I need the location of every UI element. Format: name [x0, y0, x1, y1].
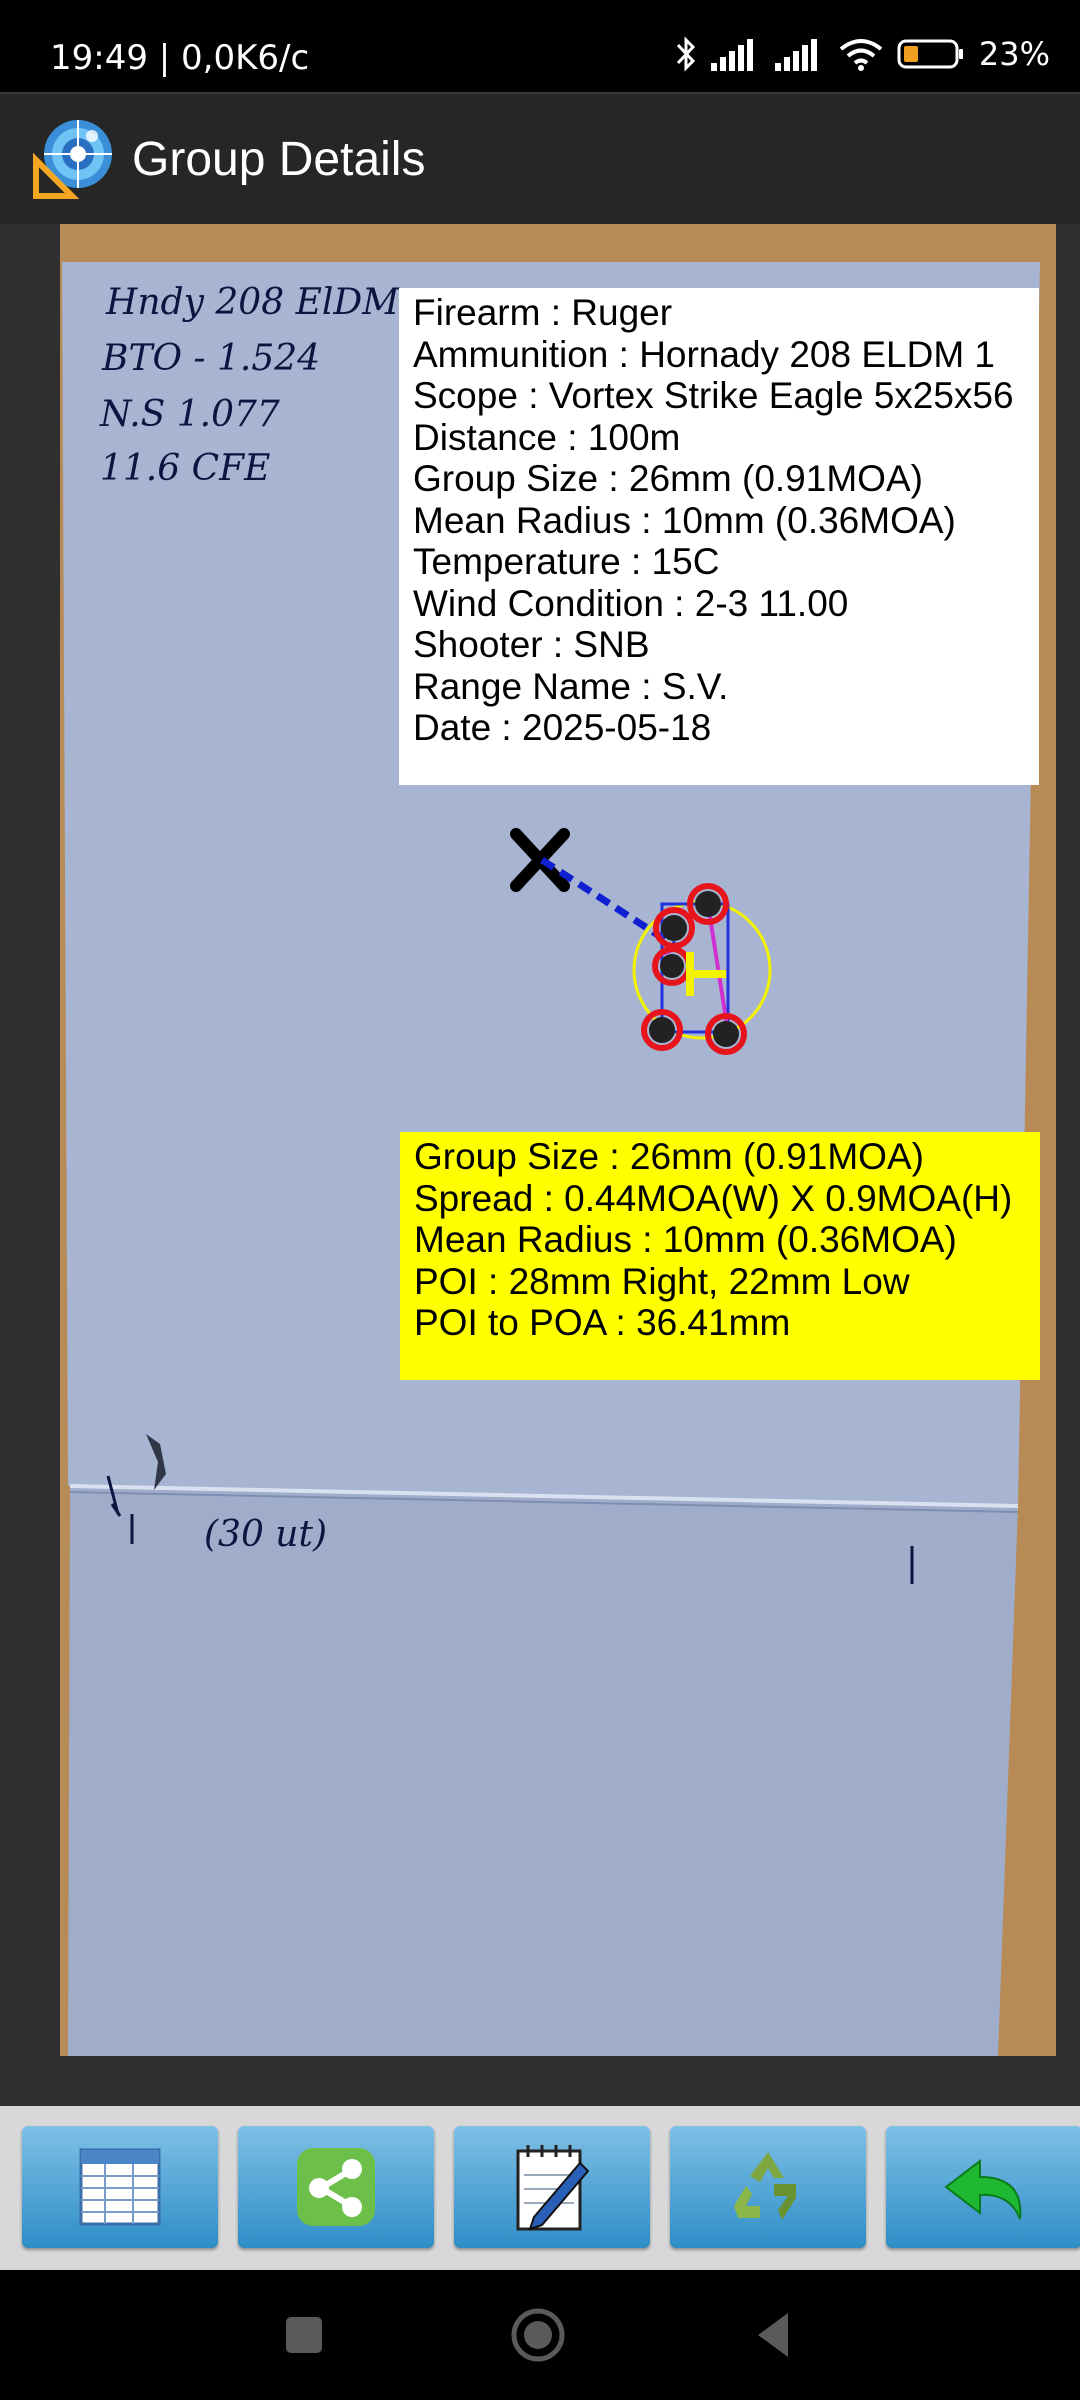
signal-icon [775, 37, 825, 71]
handwritten-note: Hndy 208 ElDM [106, 282, 400, 323]
info-scope: Scope : Vortex Strike Eagle 5x25x56 [413, 375, 1014, 416]
app-bar [0, 92, 1080, 226]
handwritten-note: (30 ut) [204, 1514, 327, 1555]
edit-button[interactable] [454, 2126, 650, 2248]
info-range-name: Range Name : S.V. [413, 665, 729, 707]
info-date: Date : 2025-05-18 [413, 707, 712, 748]
group-stats-panel [400, 1132, 1040, 1380]
share-icon [295, 2146, 377, 2228]
group-info-panel [399, 288, 1039, 785]
battery-icon [897, 38, 965, 70]
info-distance: Distance : 100m [413, 416, 681, 458]
wifi-icon [839, 37, 883, 71]
handwritten-note: N.S 1.077 [100, 394, 280, 435]
info-wind: Wind Condition : 2-3 11.00 [413, 582, 849, 624]
stats-group-size: Group Size : 26mm (0.91MOA) [414, 1136, 924, 1177]
undo-arrow-icon [940, 2147, 1028, 2227]
target-photo [60, 224, 1056, 2056]
info-group-size: Group Size : 26mm (0.91MOA) [413, 458, 923, 499]
share-button[interactable] [238, 2126, 434, 2248]
battery-percent: 23% [978, 35, 1050, 73]
shot-hole [708, 1016, 744, 1052]
shot-hole [690, 886, 726, 922]
stats-poi: POI : 28mm Right, 22mm Low [414, 1260, 910, 1302]
handwritten-note: BTO - 1.524 [102, 338, 321, 379]
system-nav-bar [0, 2270, 1080, 2400]
status-icons [675, 34, 1050, 74]
back-icon[interactable] [746, 2305, 806, 2365]
status-bar [0, 0, 1080, 92]
handwritten-note: 11.6 CFE [100, 448, 271, 489]
info-firearm: Firearm : Ruger [413, 292, 673, 333]
info-mean-radius: Mean Radius : 10mm (0.36MOA) [413, 499, 956, 541]
back-button[interactable] [886, 2126, 1080, 2248]
bluetooth-icon [675, 35, 697, 73]
recycle-icon [724, 2146, 812, 2228]
details-table-button[interactable] [22, 2126, 218, 2248]
notepad-pen-icon [512, 2141, 592, 2233]
status-time: 19:49 | 0,0K6/c [50, 38, 310, 78]
target-app-icon [32, 116, 116, 200]
info-ammunition: Ammunition : Hornady 208 ELDM 1 [413, 333, 995, 375]
stats-spread: Spread : 0.44MOA(W) X 0.9MOA(H) [414, 1177, 1013, 1219]
bottom-toolbar [0, 2106, 1080, 2270]
info-temperature: Temperature : 15C [413, 541, 720, 582]
shot-hole [655, 949, 689, 983]
signal-icon [711, 37, 761, 71]
stats-mean-radius: Mean Radius : 10mm (0.36MOA) [414, 1219, 957, 1260]
shot-hole [656, 910, 692, 946]
home-icon[interactable] [508, 2305, 568, 2365]
table-icon [79, 2148, 161, 2226]
recycle-button[interactable] [670, 2126, 866, 2248]
info-shooter: Shooter : SNB [413, 624, 650, 665]
shot-hole [644, 1012, 680, 1048]
page-title: Group Details [132, 133, 426, 186]
content-area [0, 224, 1080, 2106]
stats-poi-to-poa: POI to POA : 36.41mm [414, 1302, 791, 1343]
recents-icon[interactable] [274, 2305, 334, 2365]
